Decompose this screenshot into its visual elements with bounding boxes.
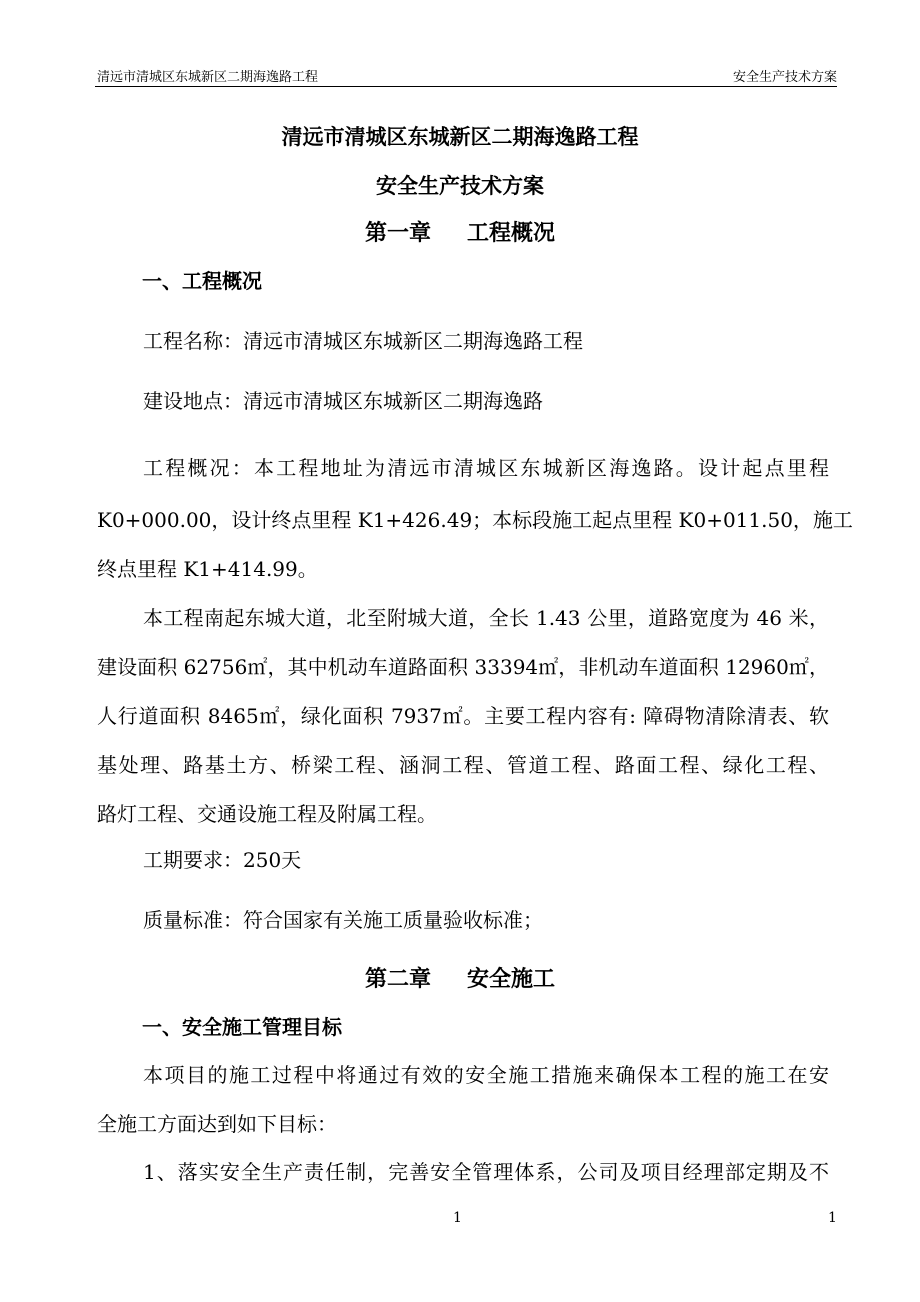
chapter-1-heading — [0, 222, 920, 244]
chapter-2-heading — [0, 968, 920, 990]
goal-intro-line-1: 本项目的施工过程中将通过有效的安全施工措施来确保本工程的施工在安 — [143, 1063, 829, 1087]
project-name-line: 工程名称：清远市清城区东城新区二期海逸路工程 — [143, 329, 583, 353]
page-number-center: 1 — [453, 1210, 462, 1226]
page-header — [95, 64, 837, 87]
header-project-name: 清远市清城区东城新区二期海逸路工程 — [97, 70, 319, 85]
quality-line: 质量标准：符合国家有关施工质量验收标准； — [143, 908, 543, 932]
scope-line-1: 本工程南起东城大道，北至附城大道，全长 1.43 公里，道路宽度为 46 米， — [143, 606, 829, 630]
overview-line-1: 工程概况：本工程地址为清远市清城区东城新区海逸路。设计起点里程 — [143, 456, 829, 480]
header-doc-title: 安全生产技术方案 — [732, 70, 837, 85]
scope-line-4: 基处理、路基土方、桥梁工程、涵洞工程、管道工程、路面工程、绿化工程、 — [97, 753, 829, 777]
goal-intro-line-2: 全施工方面达到如下目标： — [97, 1112, 337, 1136]
goal-item-1: 1、落实安全生产责任制，完善安全管理体系，公司及项目经理部定期及不 — [143, 1160, 829, 1184]
overview-line-3: 终点里程 K1+414.99。 — [97, 557, 318, 581]
overview-line-2: K0+000.00，设计终点里程 K1+426.49；本标段施工起点里程 K0+011.50，施工 — [97, 508, 853, 532]
project-location-line: 建设地点：清远市清城区东城新区二期海逸路 — [143, 389, 543, 413]
section-2-heading: 一、安全施工管理目标 — [142, 1015, 342, 1039]
chapter-1-title: 工程概况 — [467, 220, 556, 246]
chapter-1-number: 第一章 — [364, 220, 431, 246]
scope-line-3: 人行道面积 8465㎡，绿化面积 7937㎡。主要工程内容有: 障碍物清除清表、软 — [97, 704, 829, 728]
page-number-right: 1 — [828, 1210, 837, 1226]
scope-line-5: 路灯工程、交通设施工程及附属工程。 — [97, 802, 437, 826]
chapter-2-title: 安全施工 — [467, 966, 556, 992]
duration-line: 工期要求：250天 — [143, 848, 302, 872]
section-1-heading: 一、工程概况 — [142, 269, 262, 293]
doc-title-plan: 安全生产技术方案 — [376, 173, 544, 198]
scope-line-2: 建设面积 62756㎡，其中机动车道路面积 33394㎡，非机动车道面积 12960㎡， — [97, 655, 829, 679]
doc-title-project: 清远市清城区东城新区二期海逸路工程 — [281, 124, 639, 149]
chapter-2-number: 第二章 — [364, 966, 431, 992]
